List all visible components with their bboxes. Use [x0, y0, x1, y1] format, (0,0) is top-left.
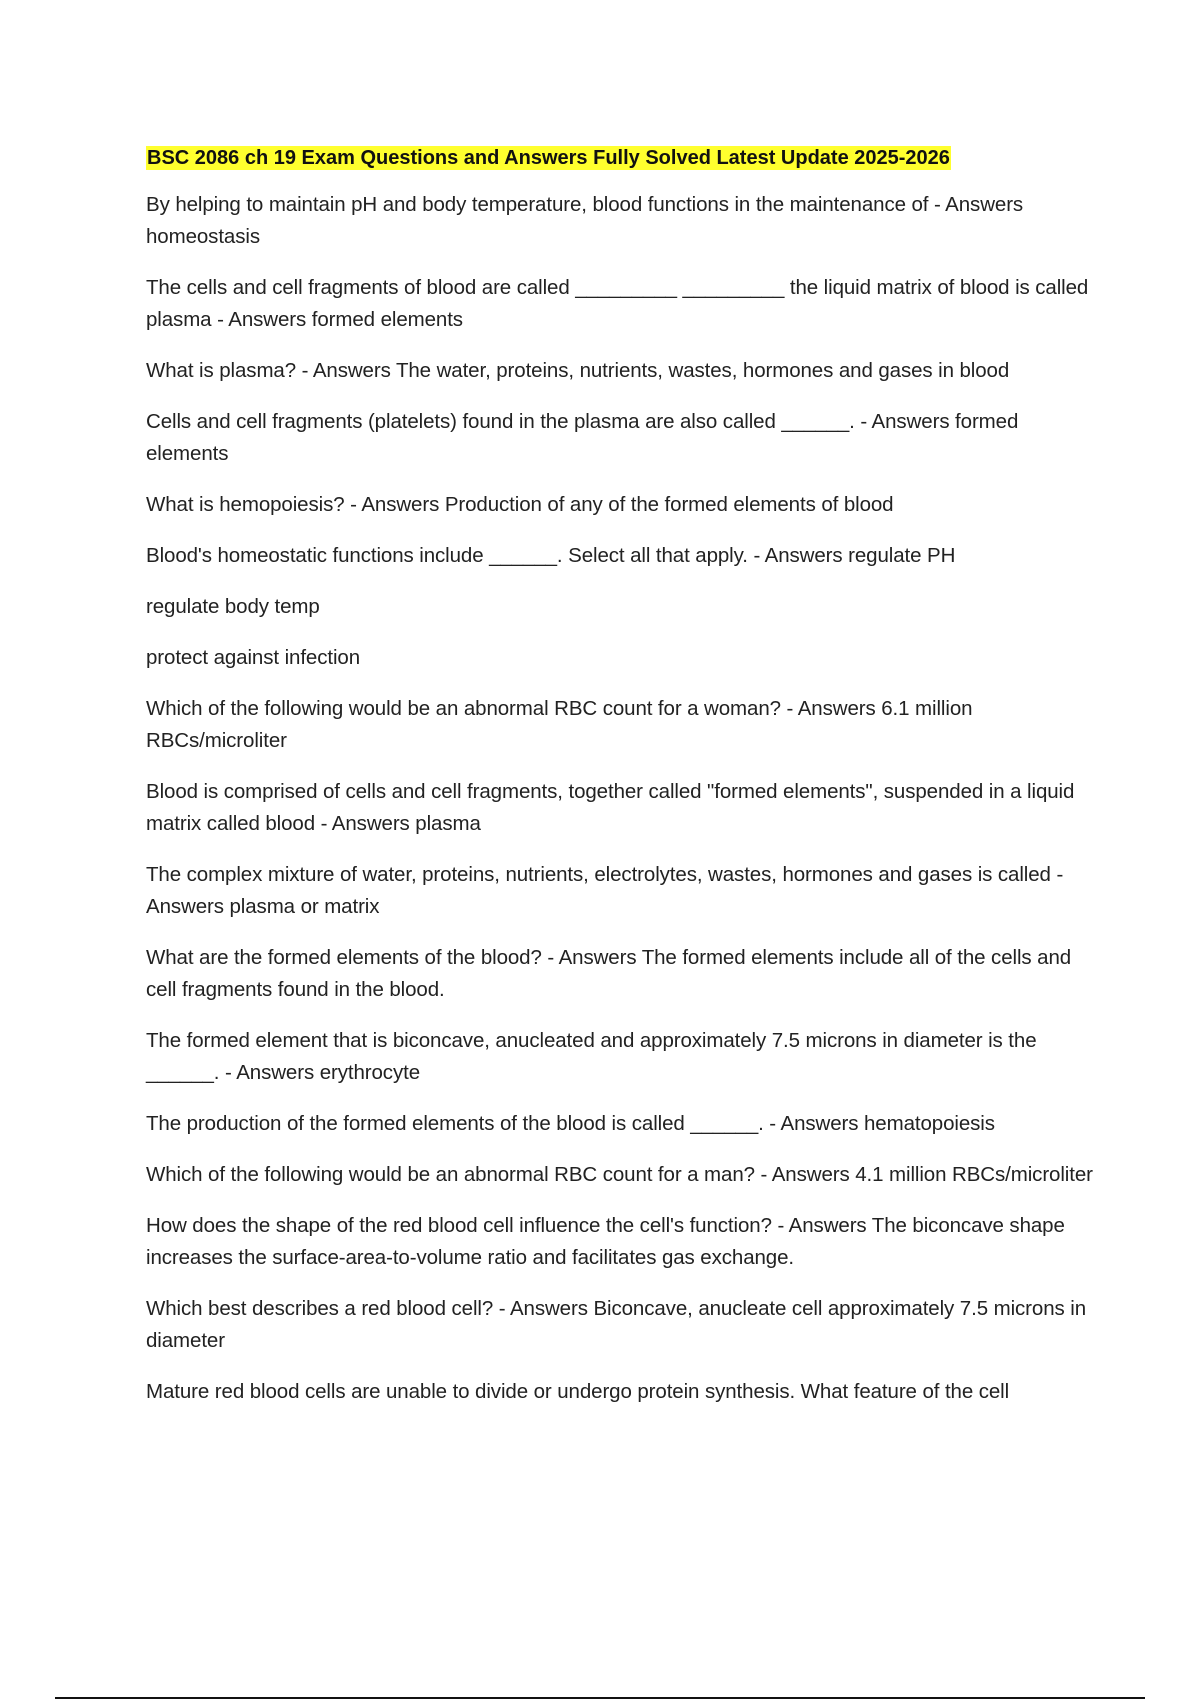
qa-paragraph-11: The complex mixture of water, proteins, nutrients, electrolytes, wastes, hormones and gases is called - Answers plasma or matrix [146, 863, 1064, 918]
qa-paragraph-6: Blood's homeostatic functions include ______. Select all that apply. - Answers regulate PH [146, 544, 956, 567]
qa-paragraph-15: Which of the following would be an abnormal RBC count for a man? - Answers 4.1 million RBCs/microliter [146, 1163, 1093, 1186]
qa-paragraph-18: Mature red blood cells are unable to divide or undergo protein synthesis. What feature of the cell [146, 1380, 1010, 1403]
qa-paragraph-12: What are the formed elements of the blood? - Answers The formed elements include all of the cells and cell fragments found in the blood. [146, 946, 1072, 1001]
qa-paragraph-17: Which best describes a red blood cell? - Answers Biconcave, anucleate cell approximately 7.5 microns in diameter [146, 1297, 1086, 1352]
qa-paragraph-13: The formed element that is biconcave, anucleated and approximately 7.5 microns in diameter is the ______. - Answers erythrocyte [146, 1029, 1037, 1084]
document-content [146, 145, 1096, 1427]
qa-paragraph-2: The cells and cell fragments of blood are called _________ _________ the liquid matrix of blood is called plasma - Answers formed elements [146, 276, 1089, 331]
qa-paragraph-7: regulate body temp [146, 595, 320, 618]
page-bottom-rule [55, 1697, 1145, 1699]
qa-paragraph-9: Which of the following would be an abnormal RBC count for a woman? - Answers 6.1 million RBCs/microliter [146, 697, 973, 752]
qa-paragraph-1: By helping to maintain pH and body temperature, blood functions in the maintenance of - Answers homeostasis [146, 193, 1024, 248]
qa-paragraph-10: Blood is comprised of cells and cell fragments, together called "formed elements", suspended in a liquid matrix called blood - Answers plasma [146, 780, 1075, 835]
qa-paragraph-16: How does the shape of the red blood cell influence the cell's function? - Answers The biconcave shape increases the surface-area-to-volume ratio and facilitates gas exchange. [146, 1214, 1065, 1269]
title-wrap [146, 145, 1096, 171]
document-title: BSC 2086 ch 19 Exam Questions and Answers Fully Solved Latest Update 2025-2026 [147, 147, 950, 169]
qa-paragraph-3: What is plasma? - Answers The water, proteins, nutrients, wastes, hormones and gases in blood [146, 359, 1010, 382]
qa-paragraph-4: Cells and cell fragments (platelets) found in the plasma are also called ______. - Answers formed elements [146, 410, 1019, 465]
qa-paragraph-14: The production of the formed elements of the blood is called ______. - Answers hematopoiesis [146, 1112, 995, 1135]
qa-paragraph-5: What is hemopoiesis? - Answers Production of any of the formed elements of blood [146, 493, 894, 516]
qa-paragraph-8: protect against infection [146, 646, 361, 669]
